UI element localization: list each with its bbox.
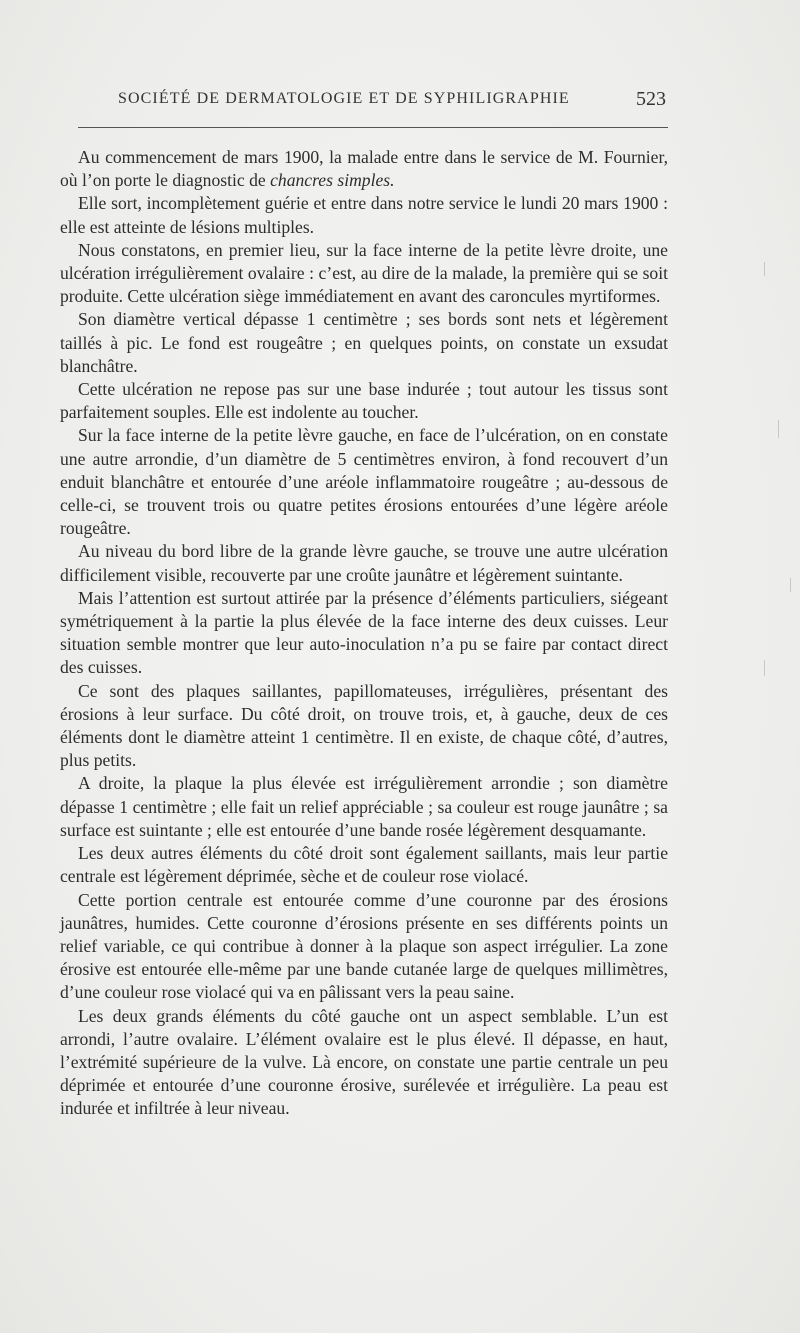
page-header [118, 90, 668, 116]
paragraph: Au niveau du bord libre de la grande lèvre gauche, se trouve une autre ulcération difficilement visible, recouverte par une croûte jaunâtre et légèrement suintante. [60, 541, 668, 585]
page-number: 523 [636, 88, 666, 110]
body-text [60, 146, 668, 1121]
paragraph: Elle sort, incomplètement guérie et entre dans notre service le lundi 20 mars 1900 : elle est atteinte de lésions multiples. [60, 193, 668, 237]
scan-edge-mark [764, 660, 765, 676]
paragraph: A droite, la plaque la plus élevée est irrégulièrement arrondie ; son diamètre dépasse 1 centimètre ; elle fait un relief appréciable ; sa couleur est rouge jaunâtre ; sa surface est suintante ; elle est entourée d’une bande rosée légèrement desquamante. [60, 773, 668, 840]
scan-edge-mark [764, 262, 765, 276]
paragraph: Au commencement de mars 1900, la malade entre dans le service de M. Fournier, où l’on porte le diagnostic de chancres simples. [60, 147, 668, 191]
paragraph: Sur la face interne de la petite lèvre gauche, en face de l’ulcération, on en constate une autre arrondie, d’un diamètre de 5 centimètres environ, à fond recouvert d’un enduit blanchâtre et entourée d’une aréole inflammatoire rougeâtre ; au-dessous de celle-ci, se trouvent trois ou quatre petites érosions entourées d’une légère aréole rougeâtre. [60, 425, 668, 539]
paragraph: Ce sont des plaques saillantes, papillomateuses, irrégulières, présentant des érosions à leur surface. Du côté droit, on trouve trois, et, à gauche, deux de ces éléments dont le diamètre atteint 1 centimètre. Il en existe, de chaque côté, d’autres, plus petits. [60, 680, 668, 771]
paragraph: Nous constatons, en premier lieu, sur la face interne de la petite lèvre droite, une ulcération irrégulièrement ovalaire : c’est, au dire de la malade, la première qui se soit produite. Cette ulcération siège immédiatement en avant des caroncules myrtiformes. [60, 239, 668, 307]
scan-edge-mark [790, 578, 791, 592]
running-title: SOCIÉTÉ DE DERMATOLOGIE ET DE SYPHILIGRAPHIE [118, 90, 570, 107]
header-rule [78, 127, 668, 128]
paragraph: Les deux autres éléments du côté droit sont également saillants, mais leur partie centrale est légèrement déprimée, sèche et de couleur rose violacé. [60, 843, 668, 887]
paragraph: Cette ulcération ne repose pas sur une base indurée ; tout autour les tissus sont parfaitement souples. Elle est indolente au toucher. [60, 379, 668, 423]
paragraph: Les deux grands éléments du côté gauche ont un aspect semblable. L’un est arrondi, l’autre ovalaire. L’élément ovalaire est le plus élevé. Il dépasse, en haut, l’extrémité supérieure de la vulve. Là encore, on constate une partie centrale un peu déprimée et entourée d’une couronne érosive, surélevée et irrégulière. La peau est indurée et infiltrée à leur niveau. [60, 1005, 668, 1119]
paragraph: Mais l’attention est surtout attirée par la présence d’éléments particuliers, siégeant symétriquement à la partie la plus élevée de la face interne des deux cuisses. Leur situation semble montrer que leur auto-inoculation n’a pu se faire par contact direct des cuisses. [60, 587, 668, 678]
paragraph: Son diamètre vertical dépasse 1 centimètre ; ses bords sont nets et légèrement taillés à pic. Le fond est rougeâtre ; en quelques points, on constate un exsudat blanchâtre. [60, 309, 668, 376]
emphasis-diagnosis: chancres simples. [270, 170, 395, 191]
scan-edge-mark [778, 420, 779, 438]
paragraph: Cette portion centrale est entourée comme d’une couronne par des érosions jaunâtres, humides. Cette couronne d’érosions présente en ses différents points un relief variable, ce qui contribue à donner à la plaque son aspect irrégulier. La zone érosive est entourée elle-même par une bande cutanée large de quelques millimètres, d’une couleur rose violacé qui va en pâlissant vers la peau saine. [60, 889, 668, 1003]
